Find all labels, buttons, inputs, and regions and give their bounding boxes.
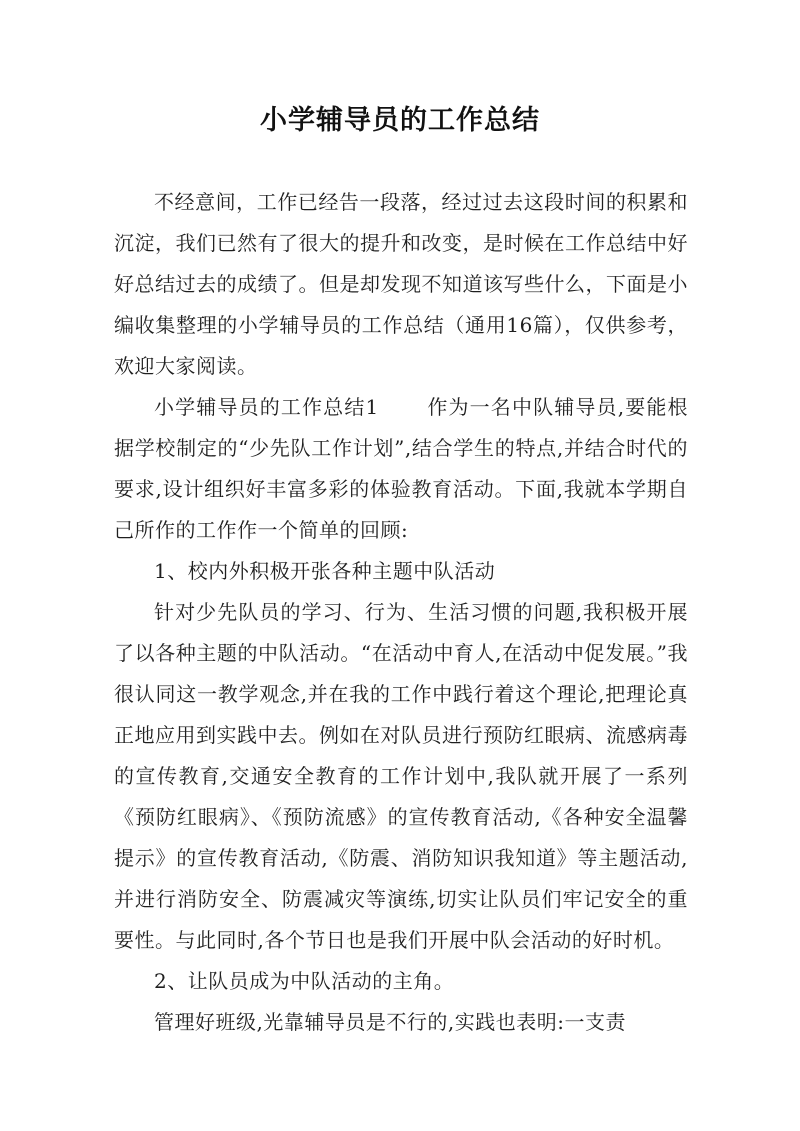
section1-text: 作为一名中队辅导员,要能根据学校制定的“少先队工作计划”,结合学生的特点,并结合时代的要求,设计组织好丰富多彩的体验教育活动。下面,我就本学期自己所作的工作作一个简单的回顾: [114, 395, 689, 542]
section1-heading: 小学辅导员的工作总结1 [154, 395, 379, 419]
item2-heading: 2、让队员成为中队活动的主角。 [154, 969, 455, 993]
item1-heading: 1、校内外积极开张各种主题中队活动 [154, 559, 496, 583]
item2-paragraph: 管理好班级,光靠辅导员是不行的,实践也表明:一支责 [154, 1010, 626, 1034]
document-title: 小学辅导员的工作总结 [260, 105, 540, 136]
item1-paragraph: 针对少先队员的学习、行为、生活习惯的问题,我积极开展了以各种主题的中队活动。“在活动中育人,在活动中促发展。”我很认同这一教学观念,并在我的工作中践行着这个理论,把理论真正地应用到实践中去。例如在对队员进行预防红眼病、流感病毒的宣传教育,交通安全教育的工作计划中,我队就开展了一系列《预防红眼病》、《预防流感》的宣传教育活动,《各种安全温馨提示》的宣传教育活动,《防震、消防知识我知道》等主题活动,并进行消防安全、防震减灾等演练,切实让队员们牢记安全的重要性。与此同时,各个节日也是我们开展中队会活动的好时机。 [114, 600, 688, 952]
document-body [114, 182, 688, 1043]
section1-paragraph [114, 387, 688, 551]
intro-paragraph: 不经意间，工作已经告一段落，经过过去这段时间的积累和沉淀，我们已然有了很大的提升和改变，是时候在工作总结中好好总结过去的成绩了。但是却发现不知道该写些什么，下面是小编收集整理的小学辅导员的工作总结（通用16篇），仅供参考，欢迎大家阅读。 [114, 190, 688, 378]
